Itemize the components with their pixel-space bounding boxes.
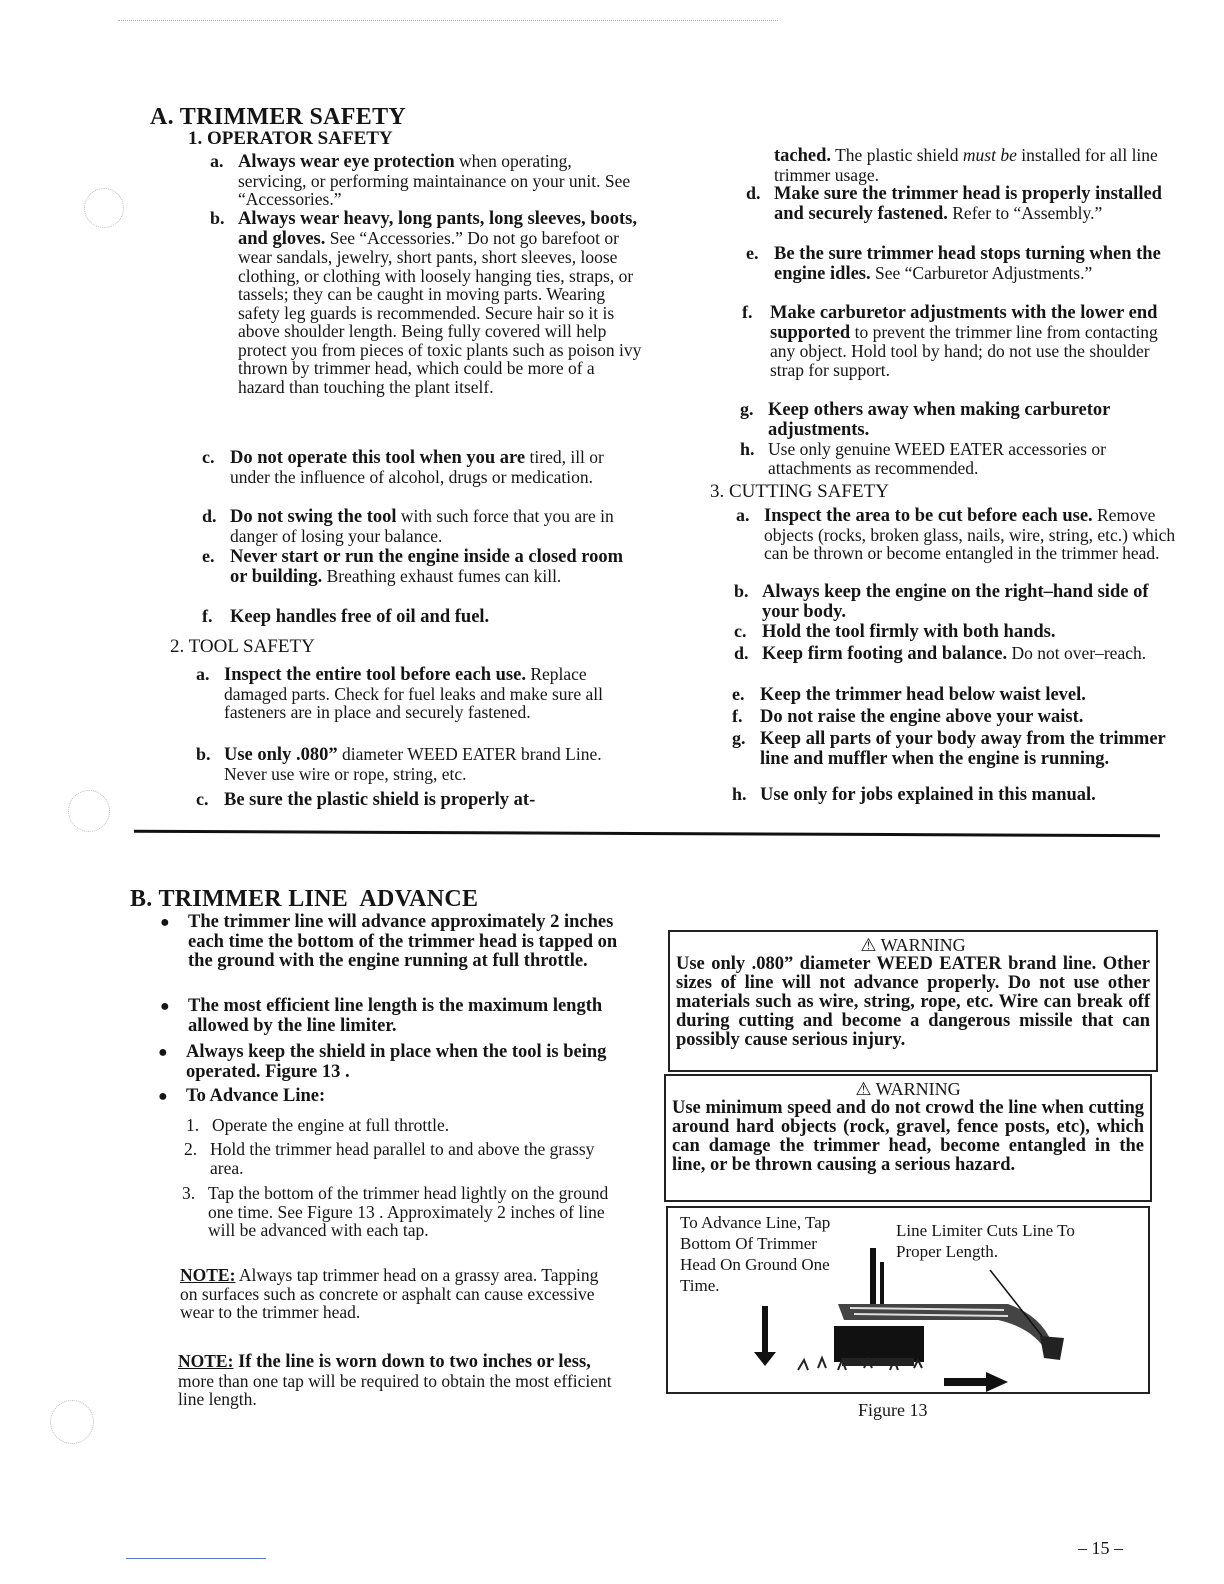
step-2-number: 2. [184,1139,198,1159]
section-a-title: A. TRIMMER SAFETY [150,104,407,130]
trimmer-head [834,1326,924,1362]
cutting-item-d: d. Keep firm footing and balance. Do not over–reach. [734,643,1147,664]
section-b-title: B. TRIMMER LINE ADVANCE [130,886,479,912]
step-3: Tap the bottom of the trimmer head lightly on the ground one time. See Figure 13 . Approximately 2 inches of line will be advanced with each tap. [208,1183,609,1240]
trimmer-head-illustration [668,1208,1148,1392]
motion-arrow-shaft [944,1378,986,1386]
operator-item-f: f. Keep handles free of oil and fuel. [202,606,490,627]
figure-13-box [666,1206,1150,1394]
punch-hole-top [84,188,124,228]
tool-item-b: b. Use only .080” diameter WEED EATER brand Line. Never use wire or rope, string, etc. [196,744,602,784]
trimmer-shaft-2 [880,1262,884,1310]
cutting-item-f: f. Do not raise the engine above your waist. [732,706,1084,727]
tool-item-f: f. Make carburetor adjustments with the lower end supported to prevent the trimmer line from contacting any object. Hold tool by hand; do not use the shoulder strap for support. [742,302,1158,380]
warning-box-line: ⚠ WARNING Use only .080” diameter WEED EATER brand line. Other sizes of line will not advance properly. Do not use other materials such as wire, string, rope, etc. Wire can break off during cutting and become a dangerous missile that can possibly cause serious injury. [668,930,1158,1072]
bullet-4: To Advance Line: [186,1086,326,1106]
warning-icon: ⚠ [860,935,881,955]
bullet-dot-1: ● [160,914,170,931]
page-number: – 15 – [1078,1538,1123,1558]
step-3-number: 3. [182,1183,196,1203]
bullet-1: The trimmer line will advance approximately 2 inches each time the bottom of the trimmer head is tapped on the ground with the engine running at full throttle. [188,912,618,971]
cutting-safety-heading: 3. CUTTING SAFETY [710,481,889,502]
top-scan-line [118,20,778,22]
operator-safety-heading: 1. OPERATOR SAFETY [188,128,393,149]
step-1: Operate the engine at full throttle. [212,1115,450,1135]
note-2: NOTE: If the line is worn down to two inches or less, more than one tap will be required to obtain the most efficient line length. [178,1351,612,1409]
tool-item-e: e. Be the sure trimmer head stops turning when the engine idles. See “Carburetor Adjustments.” [746,243,1161,284]
figure-right-label: Line Limiter Cuts Line To Proper Length. [896,1221,1075,1261]
figure-left-label: To Advance Line, Tap Bottom Of Trimmer Head On Ground One Time. [680,1213,831,1295]
bottom-scan-line [126,1558,266,1559]
bullet-dot-3: ● [158,1044,168,1061]
tool-item-a: a. Inspect the entire tool before each use. Replace damaged parts. Check for fuel leaks and make sure all fasteners are in place and securely fastened. [196,664,604,722]
warning-icon: ⚠ [855,1079,876,1099]
tool-item-g: g. Keep others away when making carburetor adjustments. [740,399,1111,440]
punch-hole-middle [68,790,110,832]
cutting-item-a: a. Inspect the area to be cut before each use. Remove objects (rocks, broken glass, nails, wire, string, etc.) which can be thrown or become entangled in the trimmer head. [736,505,1176,563]
operator-item-d: d. Do not swing the tool with such force that you are in danger of losing your balance. [202,506,614,546]
punch-hole-bottom [50,1400,94,1444]
cutting-item-c: c. Hold the tool firmly with both hands. [734,621,1056,642]
operator-item-e: e. Never start or run the engine inside a closed room or building. Breathing exhaust fumes can kill. [202,546,624,587]
tool-item-c-continued: tached. The plastic shield must be installed for all line trimmer usage. [774,145,1158,185]
tool-item-d: d. Make sure the trimmer head is properly installed and securely fastened. Refer to “Assembly.” [746,183,1162,224]
cutting-item-g: g. Keep all parts of your body away from the trimmer line and muffler when the engine is running. [732,728,1166,769]
tool-item-h: h. Use only genuine WEED EATER accessories or attachments as recommended. [740,439,1106,478]
tool-item-c: c. Be sure the plastic shield is properly at- [196,789,536,810]
cutting-item-e: e. Keep the trimmer head below waist level. [732,684,1086,705]
leader-line [990,1270,1042,1336]
motion-arrow-head [986,1372,1008,1392]
operator-item-b: b. Always wear heavy, long pants, long sleeves, boots, and gloves. See “Accessories.” Do not go barefoot or wear sandals, jewelry, short pants, short sleeves, loose clothing, or clothing with loosely hanging ties, straps, or tassels; they can be caught in moving parts. Wearing safety leg guards is recommended. Secure hair so it is above shoulder length. Being fully covered will help protect you from pieces of toxic plants such as poison ivy thrown by trimmer head, which could be more of a hazard than touching the plant itself. [210,208,642,397]
operator-item-c: c. Do not operate this tool when you are tired, ill or under the influence of alcohol, drugs or medication. [202,447,604,487]
warning-box-speed: ⚠ WARNING Use minimum speed and do not crowd the line when cutting around hard objects (rock, gravel, fence posts, etc), which can damage the trimmer head, become entangled in the line, or be thrown causing a serious hazard. [664,1074,1152,1202]
tap-arrow-shaft [762,1306,768,1354]
cutting-item-h: h. Use only for jobs explained in this manual. [732,784,1096,805]
line-limiter [1040,1336,1064,1360]
bullet-dot-2: ● [160,998,170,1015]
tool-safety-heading: 2. TOOL SAFETY [170,636,315,657]
bullet-3: Always keep the shield in place when the tool is being operated. Figure 13 . [186,1042,607,1082]
figure-caption: Figure 13 [858,1400,928,1420]
step-2: Hold the trimmer head parallel to and above the grassy area. [210,1139,595,1178]
section-divider [134,830,1160,837]
trimmer-head-base [842,1358,914,1366]
bullet-2: The most efficient line length is the maximum length allowed by the line limiter. [188,996,603,1036]
bullet-dot-4: ● [158,1088,168,1105]
warning-heading-1: ⚠ WARNING [860,935,966,955]
step-1-number: 1. [186,1115,200,1135]
tap-arrow-head [754,1352,776,1366]
operator-item-a: a. Always wear eye protection when operating, servicing, or performing maintainance on your unit. See “Accessories.” [210,151,631,209]
cutting-item-b: b. Always keep the engine on the right–hand side of your body. [734,581,1149,622]
trimmer-shaft [870,1248,876,1308]
note-1: NOTE: Always tap trimmer head on a grassy area. Tapping on surfaces such as concrete or asphalt can cause excessive wear to the trimmer head. [180,1265,599,1322]
warning-heading-2: ⚠ WARNING [855,1079,961,1099]
